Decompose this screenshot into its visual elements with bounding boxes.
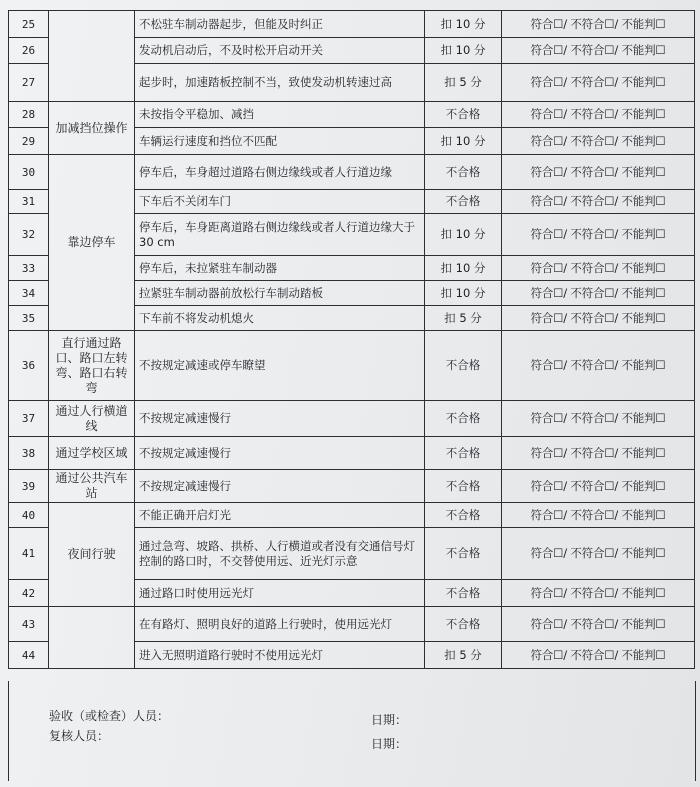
- category-crosswalk: 通过人行横道线: [49, 401, 135, 437]
- row-deduction: 不合格: [425, 190, 502, 214]
- row-deduction: 扣 10 分: [425, 128, 502, 155]
- reviewer-date-label: 日期：: [371, 737, 408, 751]
- row-number: 38: [9, 437, 49, 470]
- row-number: 30: [9, 155, 49, 190]
- category-night: 夜间行驶: [49, 503, 135, 607]
- row-deduction: 不合格: [425, 155, 502, 190]
- row-deduction: 扣 5 分: [425, 64, 502, 102]
- row-description: 不按规定减速慢行: [135, 401, 425, 437]
- row-description: 不松驻车制动器起步，但能及时纠正: [135, 11, 425, 38]
- row-result-options: 符合☐/ 不符合☐/ 不能判☐: [502, 256, 695, 281]
- row-result-options: 符合☐/ 不符合☐/ 不能判☐: [502, 128, 695, 155]
- table-row: [9, 331, 695, 401]
- row-result-options: 符合☐/ 不符合☐/ 不能判☐: [502, 102, 695, 128]
- row-description: 停车后，未拉紧驻车制动器: [135, 256, 425, 281]
- row-description: 不按规定减速慢行: [135, 470, 425, 503]
- category-bus-stop: 通过公共汽车站: [49, 470, 135, 503]
- row-number: 40: [9, 503, 49, 528]
- inspector-date-label: 日期：: [371, 713, 408, 727]
- category-intersection: 直行通过路口、路口左转弯、路口右转弯: [49, 331, 135, 401]
- row-deduction: 扣 5 分: [425, 642, 502, 669]
- table-row: [9, 470, 695, 503]
- row-number: 43: [9, 607, 49, 642]
- row-result-options: 符合☐/ 不符合☐/ 不能判☐: [502, 470, 695, 503]
- row-number: 32: [9, 214, 49, 256]
- table-row: [9, 437, 695, 470]
- row-number: 33: [9, 256, 49, 281]
- row-result-options: 符合☐/ 不符合☐/ 不能判☐: [502, 38, 695, 64]
- row-description: 通过路口时使用远光灯: [135, 580, 425, 607]
- row-number: 28: [9, 102, 49, 128]
- category-shift: 加减挡位操作: [49, 102, 135, 155]
- row-description: 在有路灯、照明良好的道路上行驶时，使用远光灯: [135, 607, 425, 642]
- row-result-options: 符合☐/ 不符合☐/ 不能判☐: [502, 190, 695, 214]
- row-result-options: 符合☐/ 不符合☐/ 不能判☐: [502, 64, 695, 102]
- row-result-options: 符合☐/ 不符合☐/ 不能判☐: [502, 642, 695, 669]
- row-result-options: 符合☐/ 不符合☐/ 不能判☐: [502, 155, 695, 190]
- row-description: 不能正确开启灯光: [135, 503, 425, 528]
- row-description: 进入无照明道路行驶时不使用远光灯: [135, 642, 425, 669]
- row-description: 拉紧驻车制动器前放松行车制动踏板: [135, 281, 425, 306]
- row-description: 未按指令平稳加、减挡: [135, 102, 425, 128]
- row-number: 39: [9, 470, 49, 503]
- row-number: 36: [9, 331, 49, 401]
- row-result-options: 符合☐/ 不符合☐/ 不能判☐: [502, 214, 695, 256]
- row-deduction: 扣 5 分: [425, 306, 502, 331]
- row-deduction: 扣 10 分: [425, 281, 502, 306]
- row-result-options: 符合☐/ 不符合☐/ 不能判☐: [502, 437, 695, 470]
- row-description: 不按规定减速或停车瞭望: [135, 331, 425, 401]
- table-row: [9, 155, 695, 190]
- row-description: 通过急弯、坡路、拱桥、人行横道或者没有交通信号灯控制的路口时，不交替使用远、近光灯示意: [135, 528, 425, 580]
- inspector-label: 验收（或检查）人员：: [49, 709, 170, 723]
- category-cell-empty: [49, 11, 135, 102]
- row-number: 26: [9, 38, 49, 64]
- row-deduction: 不合格: [425, 528, 502, 580]
- signature-footer: [8, 681, 696, 781]
- row-description: 起步时，加速踏板控制不当，致使发动机转速过高: [135, 64, 425, 102]
- row-result-options: 符合☐/ 不符合☐/ 不能判☐: [502, 11, 695, 38]
- row-result-options: 符合☐/ 不符合☐/ 不能判☐: [502, 281, 695, 306]
- row-number: 37: [9, 401, 49, 437]
- category-cell-empty: [49, 607, 135, 669]
- row-deduction: 不合格: [425, 607, 502, 642]
- row-deduction: 不合格: [425, 331, 502, 401]
- table-row: [9, 607, 695, 642]
- row-deduction: 不合格: [425, 401, 502, 437]
- row-result-options: 符合☐/ 不符合☐/ 不能判☐: [502, 503, 695, 528]
- table-row: [9, 503, 695, 528]
- table-row: [9, 401, 695, 437]
- row-description: 下车前不将发动机熄火: [135, 306, 425, 331]
- category-school: 通过学校区域: [49, 437, 135, 470]
- table-row: [9, 102, 695, 128]
- row-result-options: 符合☐/ 不符合☐/ 不能判☐: [502, 580, 695, 607]
- row-description: 停车后，车身距离道路右侧边缘线或者人行道边缘大于 30 cm: [135, 214, 425, 256]
- row-deduction: 扣 10 分: [425, 214, 502, 256]
- row-result-options: 符合☐/ 不符合☐/ 不能判☐: [502, 401, 695, 437]
- row-number: 35: [9, 306, 49, 331]
- row-number: 41: [9, 528, 49, 580]
- row-result-options: 符合☐/ 不符合☐/ 不能判☐: [502, 331, 695, 401]
- row-deduction: 扣 10 分: [425, 11, 502, 38]
- row-result-options: 符合☐/ 不符合☐/ 不能判☐: [502, 528, 695, 580]
- category-parking: 靠边停车: [49, 155, 135, 331]
- row-deduction: 不合格: [425, 580, 502, 607]
- row-description: 发动机启动后，不及时松开启动开关: [135, 38, 425, 64]
- row-description: 下车后不关闭车门: [135, 190, 425, 214]
- row-number: 27: [9, 64, 49, 102]
- row-deduction: 不合格: [425, 102, 502, 128]
- row-result-options: 符合☐/ 不符合☐/ 不能判☐: [502, 306, 695, 331]
- row-description: 停车后，车身超过道路右侧边缘线或者人行道边缘: [135, 155, 425, 190]
- row-number: 42: [9, 580, 49, 607]
- row-description: 车辆运行速度和挡位不匹配: [135, 128, 425, 155]
- reviewer-label: 复核人员：: [49, 729, 110, 743]
- row-deduction: 扣 10 分: [425, 38, 502, 64]
- row-number: 29: [9, 128, 49, 155]
- assessment-table: [8, 10, 695, 669]
- row-deduction: 不合格: [425, 503, 502, 528]
- row-deduction: 不合格: [425, 437, 502, 470]
- row-result-options: 符合☐/ 不符合☐/ 不能判☐: [502, 607, 695, 642]
- row-number: 44: [9, 642, 49, 669]
- row-deduction: 扣 10 分: [425, 256, 502, 281]
- row-number: 25: [9, 11, 49, 38]
- row-number: 34: [9, 281, 49, 306]
- table-row: [9, 11, 695, 38]
- row-deduction: 不合格: [425, 470, 502, 503]
- row-number: 31: [9, 190, 49, 214]
- row-description: 不按规定减速慢行: [135, 437, 425, 470]
